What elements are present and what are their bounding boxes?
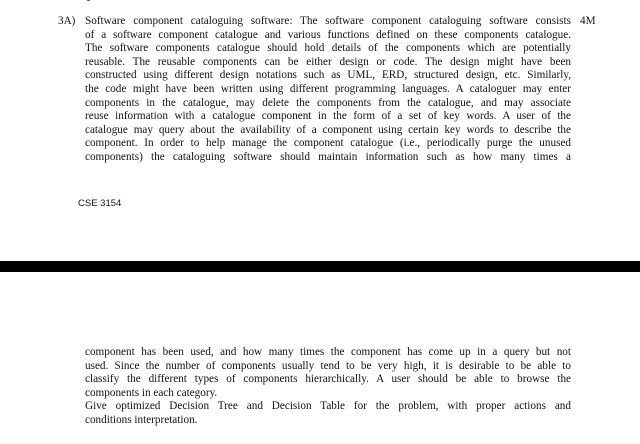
question-number: 3A): [58, 15, 76, 27]
question-line: reusable. The reusable components can be either design or code. The design might have been: [85, 55, 571, 68]
question-line: of a software component catalogue and various functions defined on these components catalogue.: [85, 28, 571, 41]
page-bottom: [0, 272, 640, 444]
question-line: constructed using different design notations such as UML, ERD, structured design, etc. Similarly,: [85, 69, 571, 82]
continuation-text: [85, 346, 571, 428]
question-text: [85, 15, 571, 165]
continuation-line: Give optimized Decision Tree and Decision Table for the problem, with proper actions and: [85, 400, 571, 413]
scan-artifact: [86, 0, 96, 3]
page-divider: [0, 261, 640, 272]
question-line: component. In order to help manage the component catalogue (i.e., periodically purge the unused: [85, 137, 571, 150]
question-line: catalogue may query about the availability of a component using certain key words to describe the: [85, 123, 571, 136]
continuation-line: classify the different types of components hierarchically. A user should be able to browse the: [85, 373, 571, 386]
question-line: reuse information with a catalogue component in the form of a set of key words. A user of the: [85, 110, 571, 123]
question-line: components in the catalogue, may delete the components from the catalogue, and may associate: [85, 96, 571, 109]
continuation-line: conditions interpretation.: [85, 413, 198, 426]
question-line: the code might have been written using different programming languages. A cataloguer may enter: [85, 82, 571, 95]
continuation-line: components in each category.: [85, 386, 218, 399]
question-line: components) the cataloguing software should maintain information such as how many times a: [85, 150, 571, 163]
question-marks: 4M: [580, 15, 596, 27]
course-code: CSE 3154: [78, 198, 122, 209]
continuation-line: used. Since the number of components usually tend to be very high, it is desirable to be able to: [85, 359, 571, 372]
continuation-line: component has been used, and how many times the component has come up in a query but not: [85, 346, 571, 358]
question-line: Software component cataloguing software: The software component cataloguing software consists: [85, 15, 571, 27]
question-line: The software components catalogue should hold details of the components which are potentially: [85, 42, 571, 55]
